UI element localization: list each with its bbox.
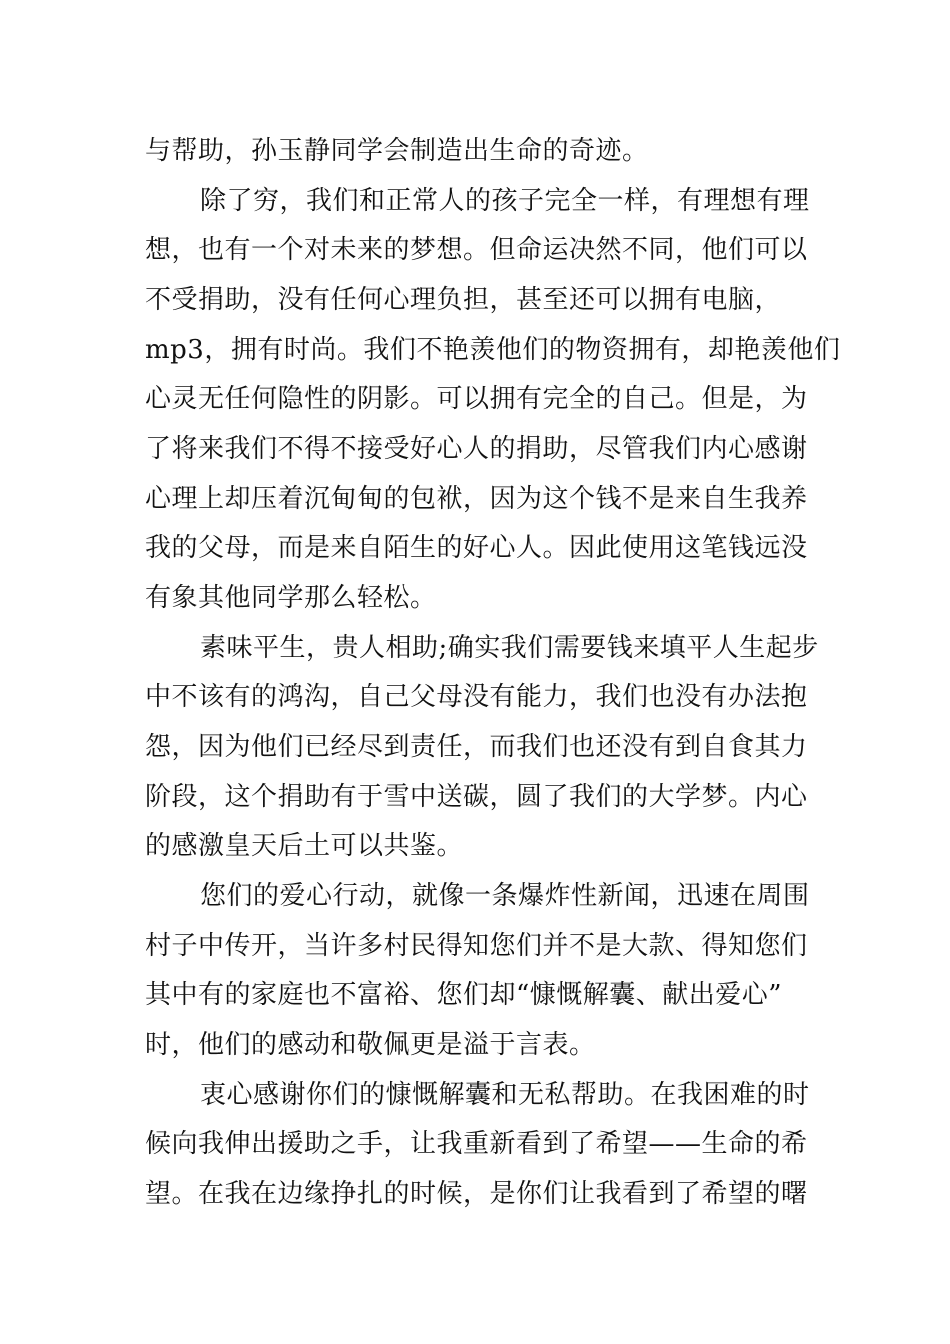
text-line: 您们的爱心行动，就像一条爆炸性新闻，迅速在周围 [200,881,810,911]
text-line: 衷心感谢你们的慷慨解囊和无私帮助。在我困难的时 [200,1080,810,1110]
text-line: 不受捐助，没有任何心理负担，甚至还可以拥有电脑， [145,285,782,315]
text-line: 与帮助，孙玉静同学会制造出生命的奇迹。 [145,136,649,166]
text-line: 村子中传开，当许多村民得知您们并不是大款、得知您们 [145,931,808,961]
text-line: 有象其他同学那么轻松。 [145,583,437,613]
text-line: 除了穷，我们和正常人的孩子完全一样，有理想有理 [200,186,810,216]
text-line: 心灵无任何隐性的阴影。可以拥有完全的自己。但是，为 [145,384,808,414]
text-line: 心理上却压着沉甸甸的包袱，因为这个钱不是来自生我养 [145,484,808,514]
text-line: 阶段，这个捐助有于雪中送碳，圆了我们的大学梦。内心 [145,782,808,812]
text-line: 其中有的家庭也不富裕、您们却“慷慨解囊、献出爱心” [145,980,783,1010]
text-line: 时，他们的感动和敬佩更是溢于言表。 [145,1030,596,1060]
text-line: 想，也有一个对未来的梦想。但命运决然不同，他们可以 [145,235,808,265]
text-line: mp3，拥有时尚。我们不艳羡他们的物资拥有，却艳羡他们 [145,335,841,365]
text-line: 中不该有的鸿沟，自己父母没有能力，我们也没有办法抱 [145,682,808,712]
text-line: 我的父母，而是来自陌生的好心人。因此使用这笔钱远没 [145,533,808,563]
text-line: 候向我伸出援助之手，让我重新看到了希望——生命的希 [145,1129,808,1159]
text-line: 望。在我在边缘挣扎的时候，是你们让我看到了希望的曙 [145,1179,808,1209]
text-line: 怨，因为他们已经尽到责任，而我们也还没有到自食其力 [145,732,808,762]
text-line: 了将来我们不得不接受好心人的捐助，尽管我们内心感谢 [145,434,808,464]
text-line: 素味平生，贵人相助;确实我们需要钱来填平人生起步 [200,633,819,663]
text-line: 的感激皇天后土可以共鉴。 [145,831,464,861]
